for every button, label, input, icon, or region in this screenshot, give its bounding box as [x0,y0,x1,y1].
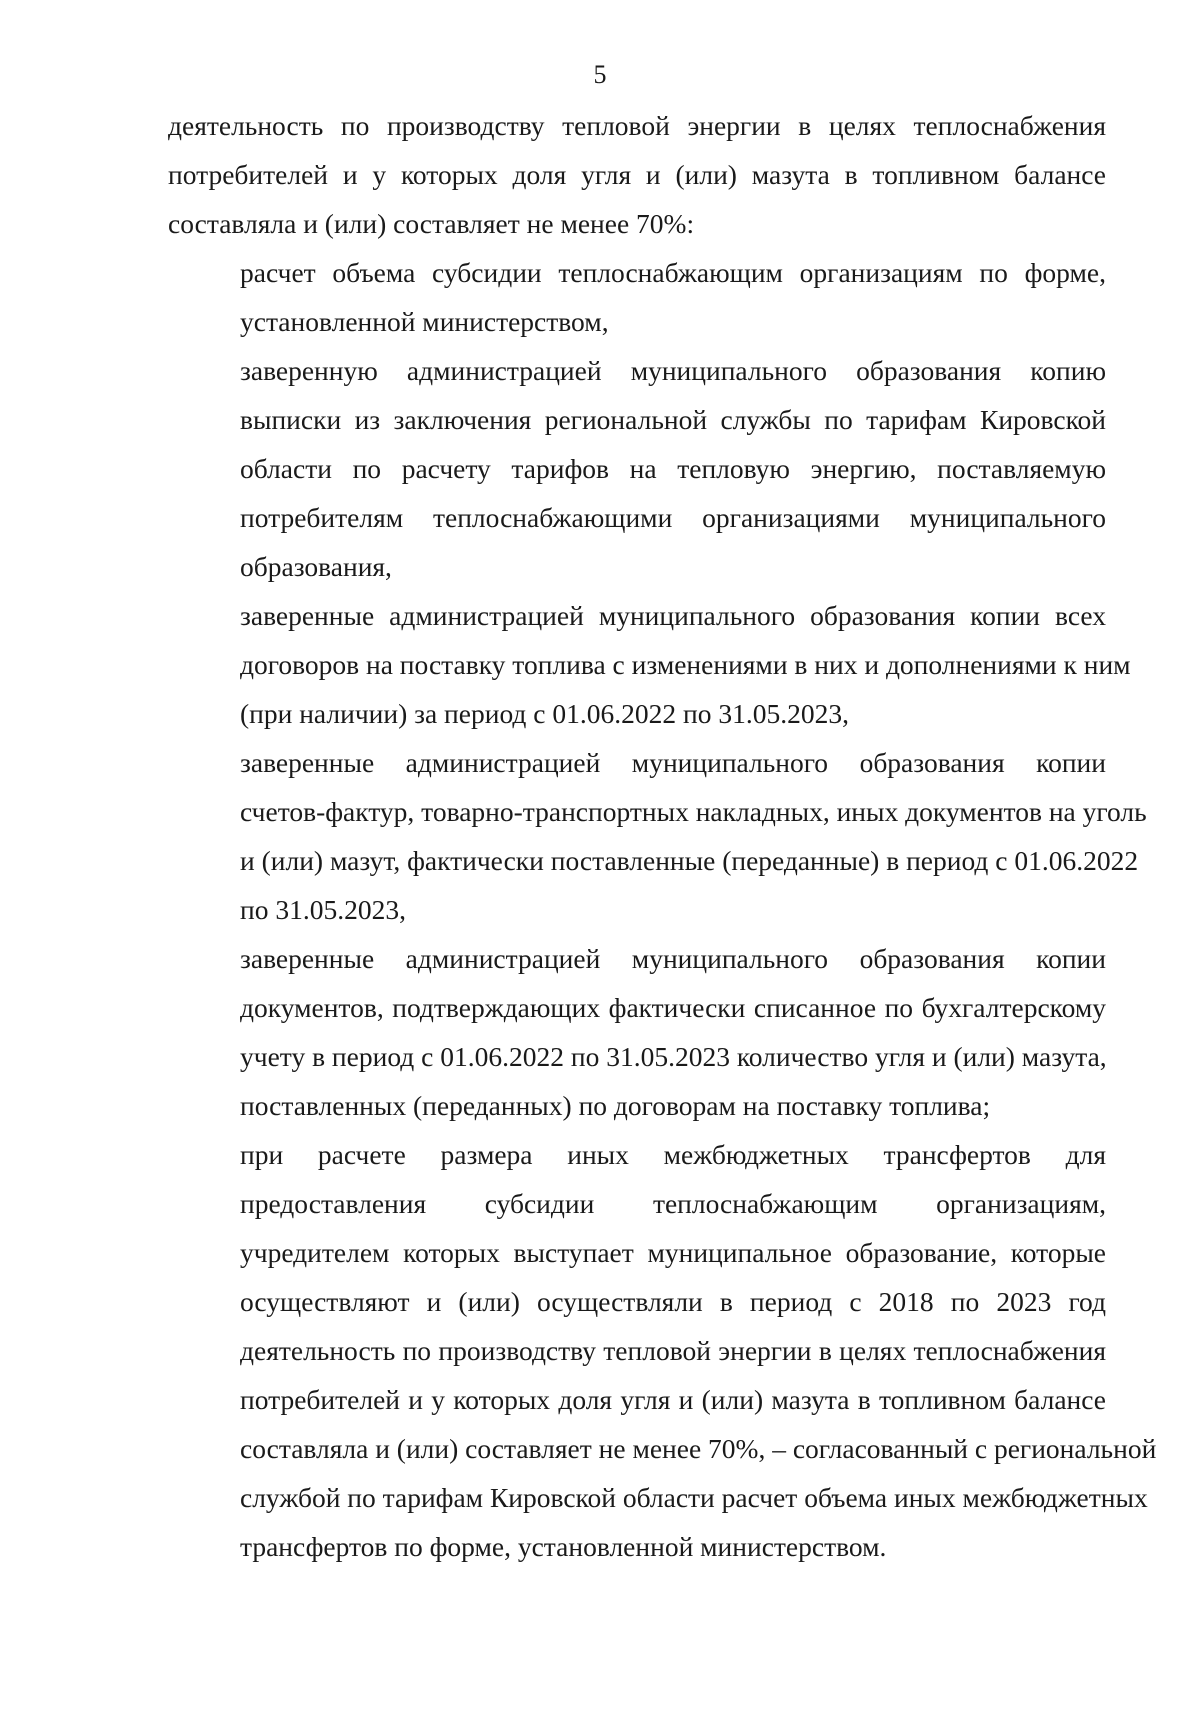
text-line: составляла и (или) составляет не менее 70%: [168,208,695,239]
text-line: заверенные администрацией муниципального образования копии всех [240,600,1106,631]
paragraph [168,346,1106,591]
text-line: договоров на поставку топлива с изменениями в них и дополнениями к ним [240,649,1131,680]
text-line: поставленных (переданных) по договорам на поставку топлива; [240,1090,991,1121]
text-line: и (или) мазут, фактически поставленные (переданные) в период с 01.06.2022 [240,845,1139,876]
text-line: потребителей и у которых доля угля и (или) мазута в топливном балансе [240,1384,1106,1415]
paragraph [168,591,1131,738]
text-line: заверенные администрацией муниципального образования копии [240,943,1106,974]
text-line: трансфертов по форме, установленной министерством. [240,1531,887,1562]
paragraph [168,101,1106,248]
paragraph [168,248,1106,346]
text-line: счетов-фактур, товарно-транспортных накладных, иных документов на уголь [240,796,1147,827]
text-line: составляла и (или) составляет не менее 70%, – согласованный с региональной [240,1433,1157,1464]
text-line: деятельность по производству тепловой энергии в целях теплоснабжения [240,1335,1106,1366]
text-line: предоставления субсидии теплоснабжающим организациям, [240,1188,1106,1219]
text-line: образования, [240,551,392,582]
paragraph [168,738,1147,934]
text-line: выписки из заключения региональной службы по тарифам Кировской [240,404,1106,435]
text-line: потребителям теплоснабжающими организациями муниципального [240,502,1106,533]
text-line: расчет объема субсидии теплоснабжающим организациям по форме, [240,257,1106,288]
text-line: осуществляют и (или) осуществляли в период с 2018 по 2023 год [240,1286,1106,1317]
document-body [168,101,1157,1571]
page-number: 5 [593,60,607,89]
paragraph [168,934,1106,1130]
text-line: учету в период с 01.06.2022 по 31.05.2023 количество угля и (или) мазута, [240,1041,1107,1072]
text-line: учредителем которых выступает муниципальное образование, которые [240,1237,1106,1268]
text-line: при расчете размера иных межбюджетных трансфертов для [240,1139,1106,1170]
text-line: потребителей и у которых доля угля и (или) мазута в топливном балансе [168,159,1106,190]
text-line: (при наличии) за период с 01.06.2022 по 31.05.2023, [240,698,849,729]
text-line: документов, подтверждающих фактически списанное по бухгалтерскому [240,992,1106,1023]
text-line: по 31.05.2023, [240,894,406,925]
text-line: области по расчету тарифов на тепловую энергию, поставляемую [240,453,1106,484]
text-line: установленной министерством, [240,306,609,337]
text-line: службой по тарифам Кировской области расчет объема иных межбюджетных [240,1482,1148,1513]
text-line: заверенную администрацией муниципального образования копию [240,355,1106,386]
text-line: деятельность по производству тепловой энергии в целях теплоснабжения [168,110,1106,141]
paragraph [168,1130,1157,1571]
text-line: заверенные администрацией муниципального образования копии [240,747,1106,778]
